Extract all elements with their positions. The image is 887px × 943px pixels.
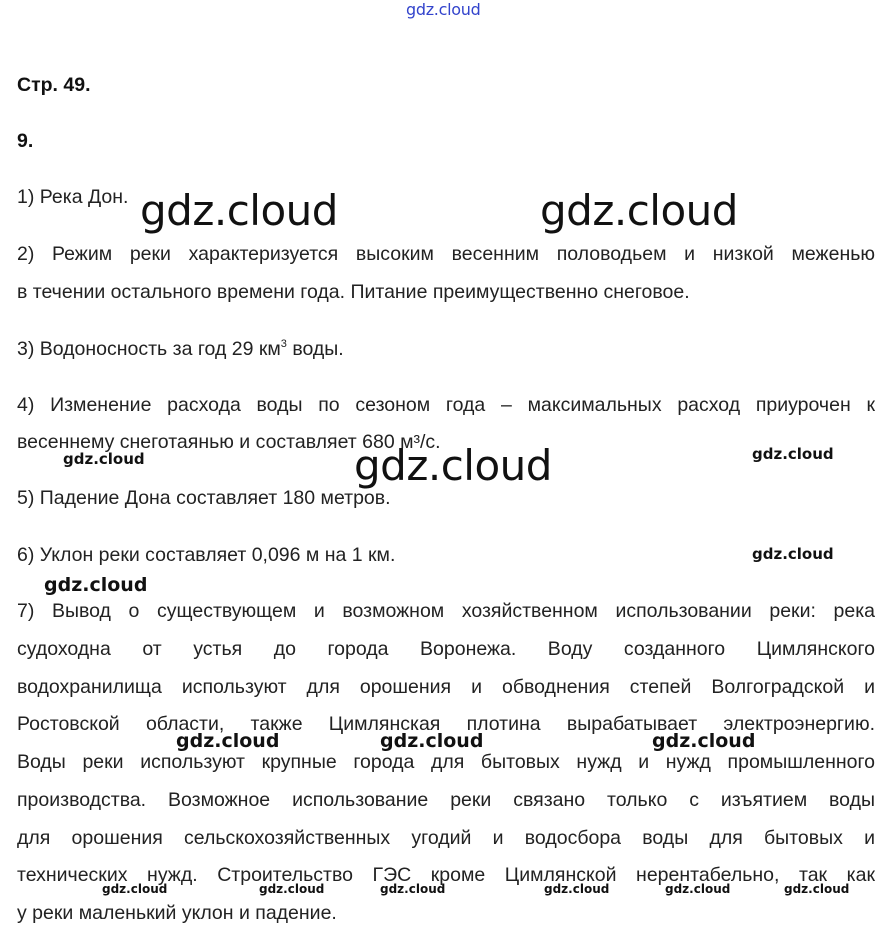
answer-3-text-end: воды. bbox=[286, 338, 344, 360]
watermark-medium-2: gdz.cloud bbox=[176, 730, 280, 752]
answer-7-line-3: водохранилища используют для орошения и обводнения степей Волгоградской и bbox=[17, 676, 875, 698]
answer-6: 6) Уклон реки составляет 0,096 м на 1 км. bbox=[17, 544, 396, 566]
answer-1: 1) Река Дон. bbox=[17, 186, 129, 208]
watermark-large-2: gdz.cloud bbox=[540, 186, 738, 235]
answer-4-line-1: 4) Изменение расхода воды по сезоном года – максимальных расход приурочен к bbox=[17, 394, 875, 416]
answer-7-line-1: 7) Вывод о существующем и возможном хозяйственном использовании реки: река bbox=[17, 600, 875, 622]
watermark-tiny-4: gdz.cloud bbox=[544, 882, 610, 896]
answer-3-text: 3) Водоносность за год 29 км bbox=[17, 338, 281, 360]
answer-3-superscript: 3 bbox=[280, 338, 287, 350]
watermark-medium-3: gdz.cloud bbox=[380, 730, 484, 752]
watermark-large-3: gdz.cloud bbox=[354, 441, 552, 490]
answer-7-line-5: Воды реки используют крупные города для бытовых нужд и нужд промышленного bbox=[17, 751, 875, 773]
answer-2-line-1: 2) Режим реки характеризуется высоким весенним половодьем и низкой меженью bbox=[17, 243, 875, 265]
answer-5: 5) Падение Дона составляет 180 метров. bbox=[17, 487, 391, 509]
watermark-top[interactable]: gdz.cloud bbox=[406, 0, 481, 19]
watermark-tiny-3: gdz.cloud bbox=[380, 882, 446, 896]
watermark-tiny-5: gdz.cloud bbox=[665, 882, 731, 896]
page-reference: Стр. 49. bbox=[17, 74, 91, 96]
watermark-medium-4: gdz.cloud bbox=[652, 730, 756, 752]
watermark-medium-1: gdz.cloud bbox=[44, 574, 148, 596]
answer-7-line-2: судоходна от устья до города Воронежа. Воду созданного Цимлянского bbox=[17, 638, 875, 660]
answer-4-line-2: весеннему снеготаянью и составляет 680 м³/с. bbox=[17, 431, 441, 453]
watermark-tiny-2: gdz.cloud bbox=[259, 882, 325, 896]
answer-7-line-9: у реки маленький уклон и падение. bbox=[17, 902, 337, 924]
task-number: 9. bbox=[17, 130, 34, 152]
answer-2-line-2: в течении остального времени года. Питание преимущественно снеговое. bbox=[17, 281, 690, 303]
answer-7-line-7: для орошения сельскохозяйственных угодий и водосбора воды для бытовых и bbox=[17, 827, 875, 849]
answer-7-line-4: Ростовской области, также Цимлянская плотина вырабатывает электроэнергию. bbox=[17, 713, 875, 735]
answer-7-line-6: производства. Возможное использование реки связано только с изъятием воды bbox=[17, 789, 875, 811]
watermark-large-1: gdz.cloud bbox=[140, 186, 338, 235]
answer-7-line-8: технических нужд. Строительство ГЭС кроме Цимлянской нерентабельно, так как bbox=[17, 864, 875, 886]
watermark-tiny-1: gdz.cloud bbox=[102, 882, 168, 896]
watermark-tiny-6: gdz.cloud bbox=[784, 882, 850, 896]
watermark-small-2: gdz.cloud bbox=[752, 445, 834, 463]
answer-3 bbox=[17, 337, 875, 361]
watermark-small-1: gdz.cloud bbox=[63, 450, 145, 468]
watermark-small-3: gdz.cloud bbox=[752, 545, 834, 563]
